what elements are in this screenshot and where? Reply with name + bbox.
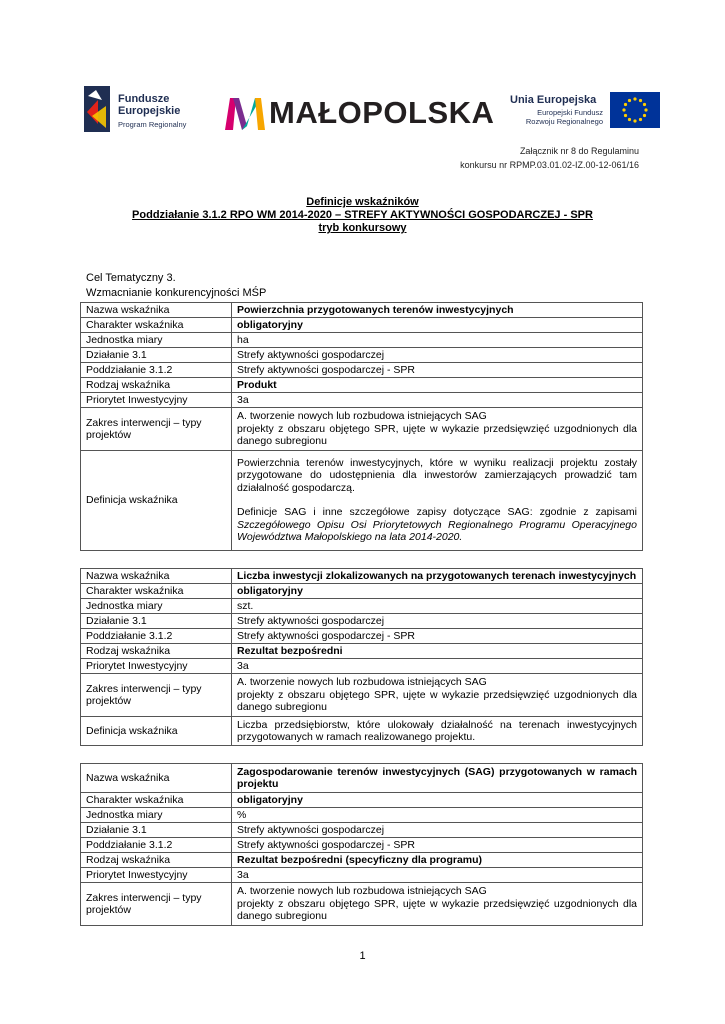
label-cell: Definicja wskaźnika [81,451,232,551]
label-cell: Działanie 3.1 [81,614,232,629]
indicator-submeasure: Strefy aktywności gospodarczej - SPR [232,629,643,644]
scope-line-b: projekty z obszaru objętego SPR, ujęte w wykazie przedsięwzięć uzgodnionych dla danego subregionu [237,422,637,448]
indicator-scope [232,408,643,451]
label-cell: Priorytet Inwestycyjny [81,659,232,674]
label-cell: Zakres interwencji – typy projektów [81,883,232,926]
annex-line1: Załącznik nr 8 do Regulaminu [519,146,639,156]
label-cell: Jednostka miary [81,599,232,614]
indicator-priority: 3a [232,659,643,674]
indicator-unit: ha [232,333,643,348]
scope-line-a: A. tworzenie nowych lub rozbudowa istniejących SAG [237,885,487,898]
label-cell: Poddziałanie 3.1.2 [81,838,232,853]
indicator-type: Rezultat bezpośredni [232,644,643,659]
indicator-table-3 [80,763,643,926]
label-cell: Charakter wskaźnika [81,584,232,599]
label-cell: Działanie 3.1 [81,348,232,363]
indicator-measure: Strefy aktywności gospodarczej [232,614,643,629]
indicator-name: Liczba inwestycji zlokalizowanych na przygotowanych terenach inwestycyjnych [232,569,643,584]
table-row [81,303,643,318]
label-cell: Rodzaj wskaźnika [81,853,232,868]
table-row [81,629,643,644]
table-row [81,318,643,333]
label-cell: Jednostka miary [81,808,232,823]
table-row [81,348,643,363]
fe-logo-line2: Europejskie [118,105,181,117]
label-cell: Nazwa wskaźnika [81,303,232,318]
definition-reference: Szczegółowego Opisu Osi Priorytetowych Regionalnego Programu Operacyjnego Województwa Małopolskiego na lata 2014-2020. [237,518,637,543]
title-line2: Poddziałanie 3.1.2 RPO WM 2014-2020 – STREFY AKTYWNOŚCI GOSPODARCZEJ - SPR [132,209,593,221]
fe-logo-line3: Program Regionalny [118,120,187,129]
table-row [81,883,643,926]
scope-line-a: A. tworzenie nowych lub rozbudowa istniejących SAG [237,676,487,689]
table-row [81,584,643,599]
label-cell: Nazwa wskaźnika [81,569,232,584]
table-row [81,599,643,614]
title-line1: Definicje wskaźników [306,196,419,208]
indicator-priority: 3a [232,868,643,883]
table-row [81,838,643,853]
table-row [81,717,643,746]
annex-note [460,144,639,172]
scope-line-b: projekty z obszaru objętego SPR, ujęte w wykazie przedsięwzięć uzgodnionych dla danego subregionu [237,897,637,923]
goal-line2: Wzmacnianie konkurencyjności MŚP [86,287,267,299]
table-row [81,614,643,629]
label-cell: Poddziałanie 3.1.2 [81,363,232,378]
title-line3: tryb konkursowy [318,222,407,234]
indicator-type: Rezultat bezpośredni (specyficzny dla programu) [232,853,643,868]
malopolska-wordmark: MAŁOPOLSKA [269,95,495,130]
label-cell: Zakres interwencji – typy projektów [81,674,232,717]
table-row [81,823,643,838]
table-row [81,569,643,584]
indicator-name: Zagospodarowanie terenów inwestycyjnych (SAG) przygotowanych w ramach projektu [232,764,643,793]
table-row [81,808,643,823]
definition-paragraph-1: Powierzchnia terenów inwestycyjnych, które w wyniku realizacji projektu zostały przygotowane do udostępnienia dla inwestorów zamierzających prowadzić tam działalność gospodarczą. [237,456,637,494]
indicator-name: Powierzchnia przygotowanych terenów inwestycyjnych [232,303,643,318]
ue-logo-line2: Europejski Fundusz [537,108,603,117]
label-cell: Charakter wskaźnika [81,793,232,808]
unia-europejska-logo [510,92,660,130]
indicator-type: Produkt [232,378,643,393]
annex-line2: konkursu nr RPMP.03.01.02-IZ.00-12-061/16 [460,160,639,170]
ue-logo-line3: Rozwoju Regionalnego [525,117,603,126]
indicator-unit: % [232,808,643,823]
label-cell: Priorytet Inwestycyjny [81,868,232,883]
fe-logo-line1: Fundusze [118,93,170,105]
table-row [81,363,643,378]
indicator-submeasure: Strefy aktywności gospodarczej - SPR [232,838,643,853]
header-logos [0,0,725,140]
indicator-definition: Liczba przedsiębiorstw, które ulokowały działalność na terenach inwestycyjnych przygotowanych w ramach realizowanego projektu. [232,717,643,746]
table-row [81,764,643,793]
indicator-unit: szt. [232,599,643,614]
indicator-scope [232,674,643,717]
label-cell: Jednostka miary [81,333,232,348]
table-row [81,674,643,717]
indicator-table-2 [80,568,643,746]
label-cell: Charakter wskaźnika [81,318,232,333]
indicator-table-1 [80,302,643,551]
label-cell: Nazwa wskaźnika [81,764,232,793]
indicator-measure: Strefy aktywności gospodarczej [232,823,643,838]
eu-flag-icon [610,92,660,128]
table-row [81,451,643,551]
table-row [81,868,643,883]
goal-line1: Cel Tematyczny 3. [86,272,176,284]
table-row [81,644,643,659]
malopolska-logo [225,92,495,132]
table-row [81,378,643,393]
table-row [81,408,643,451]
indicator-submeasure: Strefy aktywności gospodarczej - SPR [232,363,643,378]
fe-flag-icon [84,86,110,132]
ue-logo-line1: Unia Europejska [510,94,597,106]
thematic-goal [86,271,266,301]
malopolska-m-icon [225,96,265,132]
label-cell: Rodzaj wskaźnika [81,644,232,659]
label-cell: Definicja wskaźnika [81,717,232,746]
indicator-scope [232,883,643,926]
table-row [81,393,643,408]
indicator-priority: 3a [232,393,643,408]
document-title [0,196,725,235]
table-row [81,659,643,674]
table-row [81,793,643,808]
label-cell: Poddziałanie 3.1.2 [81,629,232,644]
fundusze-europejskie-logo [84,86,204,132]
indicator-definition [232,451,643,551]
indicator-character: obligatoryjny [232,318,643,333]
scope-line-b: projekty z obszaru objętego SPR, ujęte w wykazie przedsięwzięć uzgodnionych dla danego subregionu [237,688,637,714]
indicator-character: obligatoryjny [232,584,643,599]
label-cell: Rodzaj wskaźnika [81,378,232,393]
definition-paragraph-2: Definicje SAG i inne szczegółowe zapisy dotyczące SAG: zgodnie z zapisami [237,506,637,518]
label-cell: Działanie 3.1 [81,823,232,838]
indicator-measure: Strefy aktywności gospodarczej [232,348,643,363]
scope-line-a: A. tworzenie nowych lub rozbudowa istniejących SAG [237,410,487,423]
label-cell: Zakres interwencji – typy projektów [81,408,232,451]
table-row [81,853,643,868]
page-number: 1 [359,950,366,962]
indicator-character: obligatoryjny [232,793,643,808]
table-row [81,333,643,348]
label-cell: Priorytet Inwestycyjny [81,393,232,408]
